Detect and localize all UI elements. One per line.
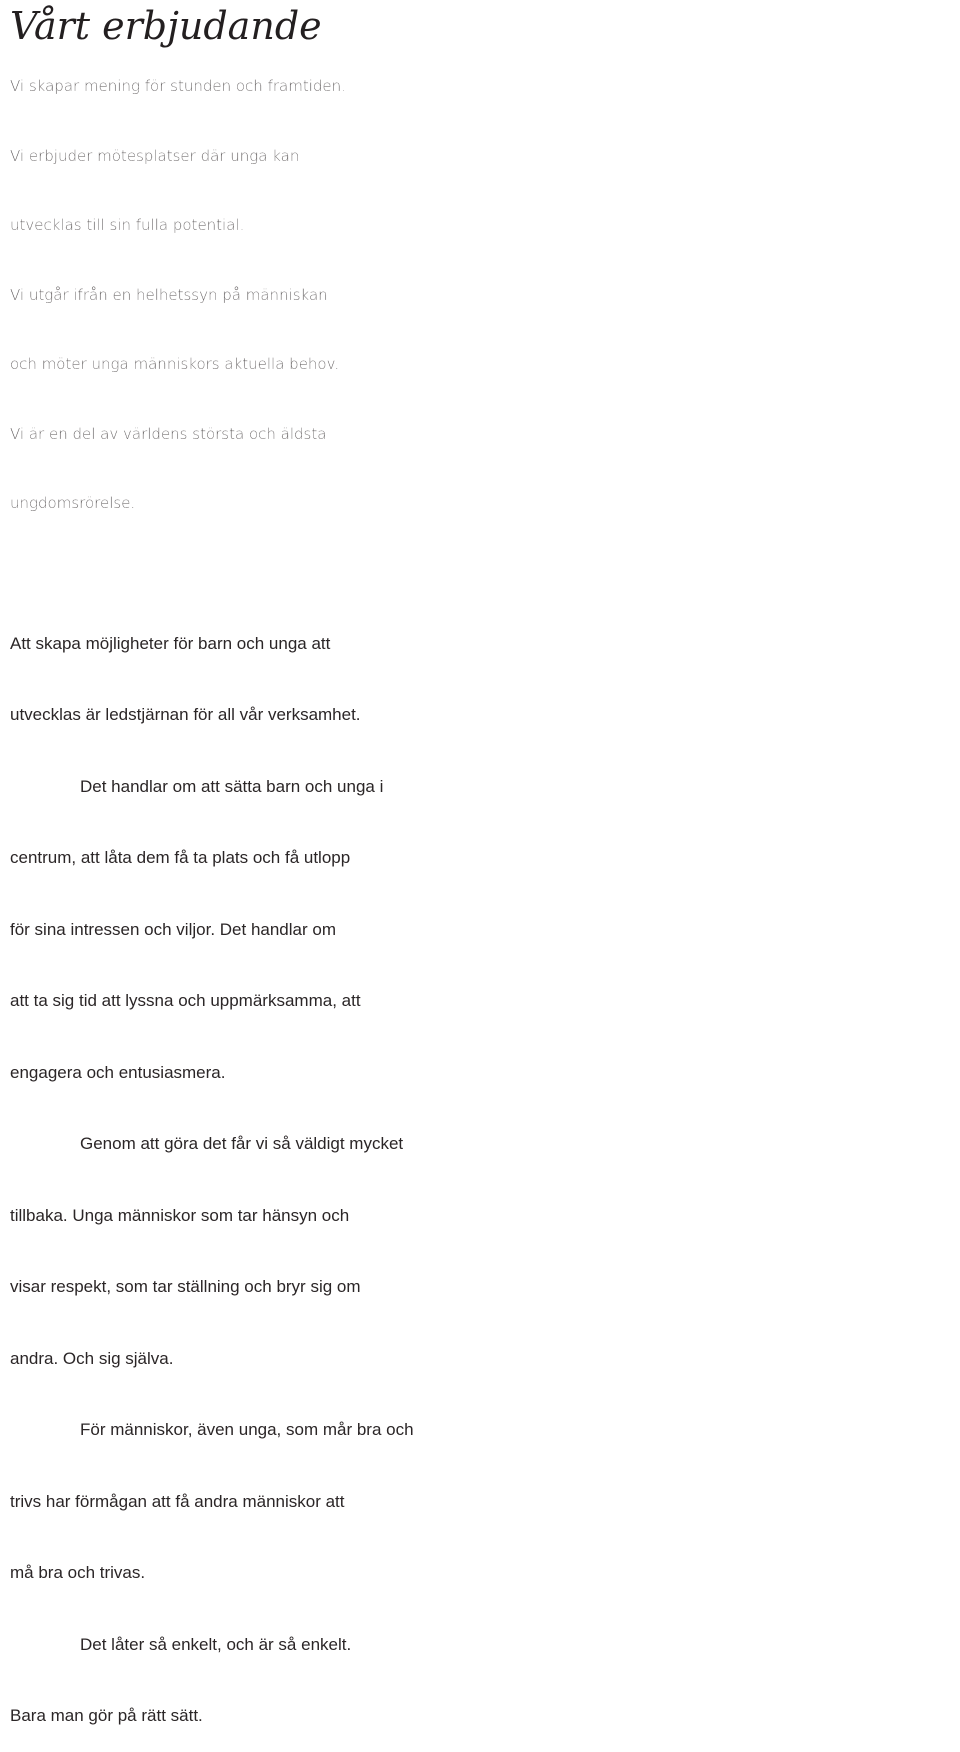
body-line: Bara man gör på rätt sätt. — [10, 1706, 203, 1725]
intro-line: Vi är en del av världens största och äldsta — [10, 424, 327, 443]
body-line: engagera och entusiasmera. — [10, 1062, 226, 1082]
body-line: att ta sig tid att lyssna och uppmärksamma, att — [10, 991, 361, 1010]
body-line: Det handlar om att sätta barn och unga i — [80, 776, 384, 796]
intro-line: ungdomsrörelse. — [10, 494, 136, 512]
body-line: för sina intressen och viljor. Det handlar om — [10, 919, 336, 939]
paragraph-spacer — [10, 539, 955, 608]
intro-line: utvecklas till sin fulla potential. — [10, 216, 245, 234]
intro-line: Vi utgår ifrån en helhetssyn på människan — [10, 285, 328, 304]
body-line: andra. Och sig själva. — [10, 1348, 174, 1368]
body-line: Att skapa möjligheter för barn och unga att — [10, 633, 331, 653]
body-paragraph — [10, 608, 955, 1752]
intro-line: Vi erbjuder mötesplatser där unga kan — [10, 146, 300, 165]
intro-paragraph — [10, 52, 955, 539]
intro-line: och möter unga människors aktuella behov. — [10, 355, 340, 373]
body-line: trivs har förmågan att få andra människor att — [10, 1491, 345, 1511]
body-line: centrum, att låta dem få ta plats och få utlopp — [10, 848, 351, 867]
body-line: utvecklas är ledstjärnan för all vår verksamhet. — [10, 705, 361, 724]
intro-line: Vi skapar mening för stunden och framtiden. — [10, 77, 346, 95]
body-line: Genom att göra det får vi så väldigt mycket — [80, 1134, 404, 1153]
body-line: må bra och trivas. — [10, 1563, 146, 1582]
body-line: tillbaka. Unga människor som tar hänsyn och — [10, 1205, 350, 1225]
body-line: visar respekt, som tar ställning och bryr sig om — [10, 1277, 361, 1296]
body-line: För människor, även unga, som mår bra och — [80, 1420, 414, 1439]
section-heading: Vårt erbjudande — [10, 4, 322, 48]
document-page — [10, 0, 955, 1752]
body-line: Det låter så enkelt, och är så enkelt. — [80, 1634, 352, 1654]
